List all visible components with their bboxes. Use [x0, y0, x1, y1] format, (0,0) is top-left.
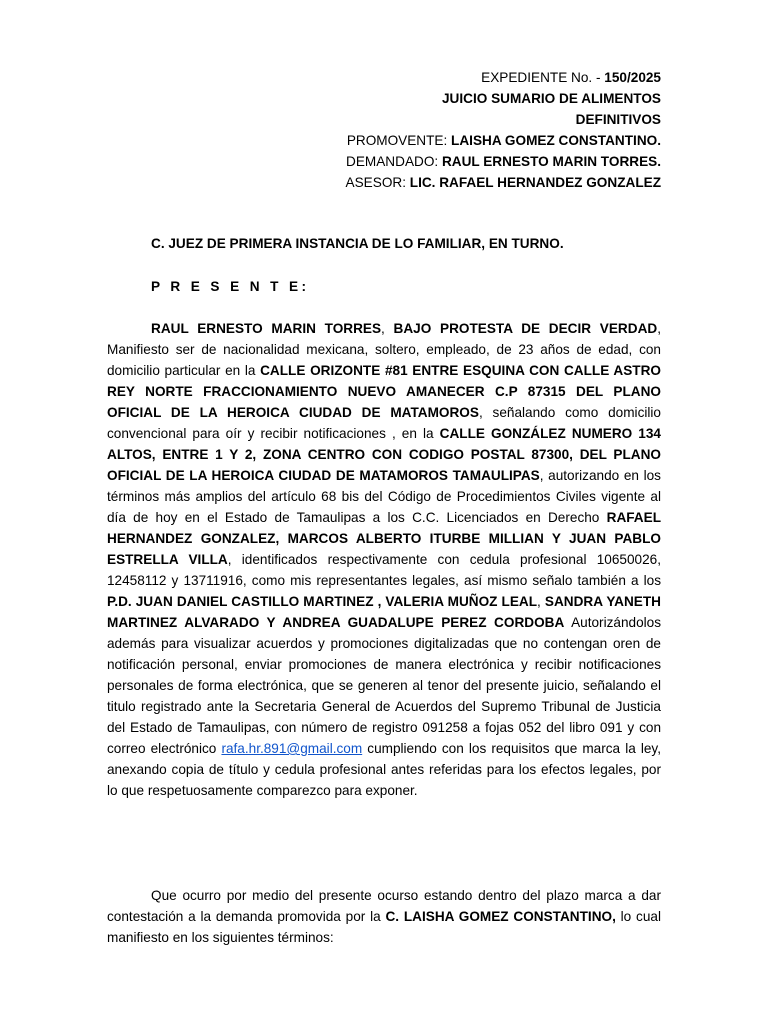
- oath-phrase: BAJO PROTESTA DE DECIR VERDAD: [393, 321, 658, 336]
- p1-text-5: , identificados respectivamente con cedula profesional 10650026, 12458112 y 13711916, como mis representantes legales, así mismo señalo también a los: [107, 552, 661, 588]
- asesor-line: [300, 172, 661, 193]
- juicio-line-1: JUICIO SUMARIO DE ALIMENTOS: [441, 91, 661, 106]
- p1-text-6: ,: [537, 594, 545, 609]
- promovente-label: PROMOVENTE:: [346, 133, 452, 148]
- p1-text-4: , autorizando en los términos más amplios del artículo 68 bis del Código de Procedimientos Civiles vigente al día de hoy en el Estado de Tamaulipas a los C.C. Licenciados en Derecho: [107, 468, 661, 525]
- expediente-label: EXPEDIENTE No. -: [481, 70, 605, 85]
- asesor-label: ASESOR:: [345, 175, 410, 190]
- p2-text-1: Que ocurro por medio del presente ocurso estando dentro del plazo marca a dar contestación a la demanda promovida por la: [107, 888, 661, 924]
- demandado-name: RAUL ERNESTO MARIN TORRES.: [441, 154, 661, 169]
- promovente-name: LAISHA GOMEZ CONSTANTINO.: [451, 133, 661, 148]
- authorized-names-2: SANDRA YANETH MARTINEZ ALVARADO Y ANDREA GUADALUPE PEREZ CORDOBA: [107, 594, 661, 630]
- p2-text-2: lo cual manifiesto en los siguientes términos:: [107, 909, 661, 945]
- asesor-name: LIC. RAFAEL HERNANDEZ GONZALEZ: [409, 175, 661, 190]
- juicio-line-2: DEFINITIVOS: [575, 112, 661, 127]
- addressee-line: C. JUEZ DE PRIMERA INSTANCIA DE LO FAMILIAR, EN TURNO.: [151, 236, 564, 251]
- defendant-name: RAUL ERNESTO MARIN TORRES: [151, 321, 382, 336]
- body-paragraph-2: [107, 885, 661, 948]
- plaintiff-name: C. LAISHA GOMEZ CONSTANTINO,: [385, 909, 616, 924]
- expediente-number: 150/2025: [604, 70, 661, 85]
- body-paragraph-1: [107, 318, 661, 801]
- p1-text-7: Autorizándolos además para visualizar acuerdos y promociones digitalizadas que no contengan oren de notificación personal, enviar promociones de manera electrónica y recibir notificaciones personales de forma electrónica, que se generen al tenor del presente juicio, señalando el titulo registrado ante la Secretaria General de Acuerdos del Supremo Tribunal de Justicia del Estado de Tamaulipas, con número de registro 091258 a fojas 052 del libro 091 y con correo electrónico: [107, 615, 662, 756]
- demandado-line: [300, 151, 661, 172]
- case-header: [300, 67, 661, 193]
- p1-text-2: , Manifiesto ser de nacionalidad mexicana, soltero, empleado, de 23 años de edad, con domicilio particular en la: [107, 321, 661, 378]
- p1-text-1: ,: [381, 321, 394, 336]
- private-address: CALLE ORIZONTE #81 ENTRE ESQUINA CON CALLE ASTRO REY NORTE FRACCIONAMIENTO NUEVO AMANECER C.P 87315 DEL PLANO OFICIAL DE LA HEROICA CIUDAD DE MATAMOROS: [107, 363, 661, 420]
- p1-text-8: cumpliendo con los requisitos que marca la ley, anexando copia de título y cedula profesional antes referidas para los efectos legales, por lo que respetuosamente comparezco para exponer.: [107, 741, 661, 798]
- conventional-address: CALLE GONZÁLEZ NUMERO 134 ALTOS, ENTRE 1 Y 2, ZONA CENTRO CON CODIGO POSTAL 87300, DEL PLANO OFICIAL DE LA HEROICA CIUDAD DE MATAMOROS TAMAULIPAS: [107, 426, 661, 483]
- p1-text-3: , señalando como domicilio convencional para oír y recibir notificaciones , en la: [107, 405, 661, 441]
- authorized-names-1: P.D. JUAN DANIEL CASTILLO MARTINEZ , VALERIA MUÑOZ LEAL: [107, 594, 538, 609]
- demandado-label: DEMANDADO:: [346, 154, 442, 169]
- expediente-line: [300, 67, 661, 88]
- presente-heading: P R E S E N T E:: [151, 279, 310, 294]
- promovente-line: [300, 130, 661, 151]
- email-link[interactable]: rafa.hr.891@gmail.com: [221, 741, 363, 756]
- attorney-names: RAFAEL HERNANDEZ GONZALEZ, MARCOS ALBERTO ITURBE MILLIAN Y JUAN PABLO ESTRELLA VILLA: [107, 510, 661, 567]
